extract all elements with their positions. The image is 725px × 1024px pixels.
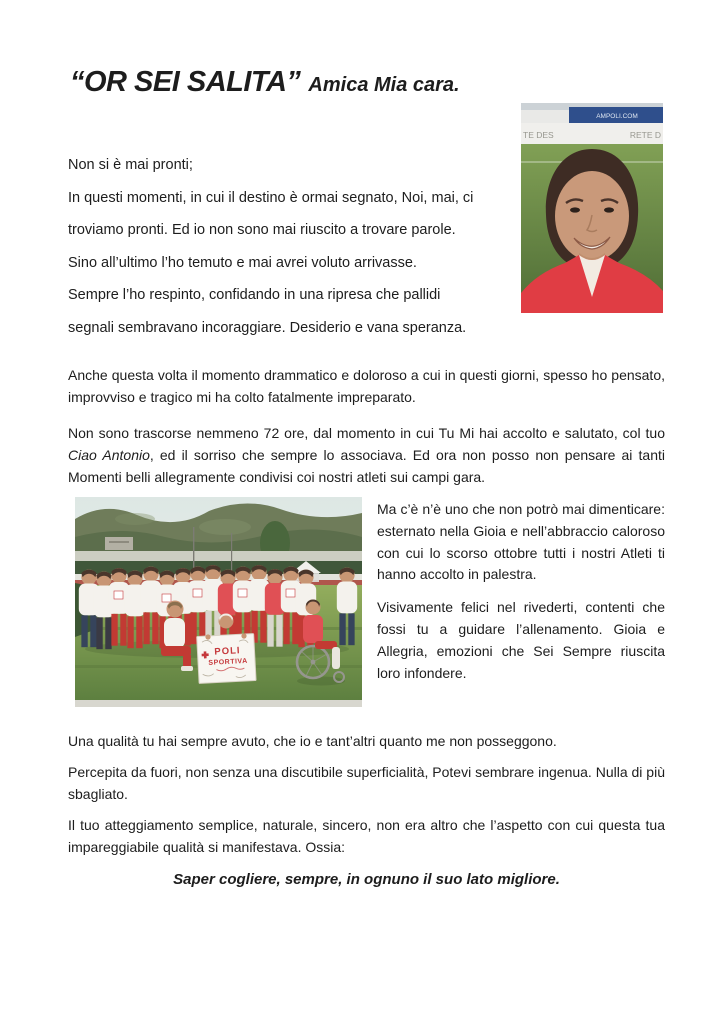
intro-line: segnali sembravano incoraggiare. Desiderio e vana speranza.: [68, 319, 467, 336]
intro-line: troviamo pronti. Ed io non sono mai riuscito a trovare parole.: [68, 222, 456, 238]
banner-top-text: AMPOLI.COM: [596, 113, 638, 120]
title-main: “OR SEI SALITA”: [70, 66, 301, 98]
intro-line: Sempre l’ho respinto, confidando in una ripresa che pallidi: [68, 287, 441, 303]
body-paragraph: Anche questa volta il momento drammatico e doloroso a cui in questi giorni, spesso ho pensato, improvviso e tragico mi ha colto fatalmente impreparato.: [68, 367, 665, 405]
italic-phrase: Ciao Antonio: [68, 447, 150, 463]
closing-paragraphs: [68, 730, 665, 900]
paragraph-text: Non sono trascorse nemmeno 72 ore, dal momento in cui Tu Mi hai accolto e salutato, col tuo: [68, 425, 665, 441]
intro-line: Non si è mai pronti;: [68, 157, 193, 173]
body-paragraphs: [68, 364, 665, 502]
portrait-photo: [521, 103, 663, 313]
intro-paragraphs: [68, 149, 520, 344]
banner-left-text: TE DES: [523, 130, 554, 140]
sign-text-line2: SPORTIVA: [208, 657, 248, 667]
side-paragraph: Ma c’è n’è uno che non potrò mai dimenticare: esternato nella Gioia e nell’abbraccio caloroso con cui lo scorso ottobre tutti i nostri Atleti ti hanno accolto in palestra.: [377, 501, 665, 583]
paragraph-text: , ed il sorriso che sempre lo associava. Ed ora non posso non pensare ai tanti Momenti belli allegramente condivisi coi nostri atleti sui campi gara.: [68, 447, 665, 485]
side-paragraph: Visivamente felici nel rivederti, contenti che fossi tu a guidare l’allenamento. Gioia e Allegria, emozioni che Sei Sempre riuscita loro infondere.: [377, 599, 665, 681]
side-paragraphs: [377, 499, 665, 695]
sign-text-line1: POLI: [214, 645, 241, 658]
body-paragraph: [68, 422, 665, 488]
sponsor-banners: [521, 103, 663, 144]
banner-right-text: RETE D: [629, 130, 661, 140]
closing-paragraph: Percepita da fuori, non senza una discutibile superficialità, Potevi sembrare ingenua. Nulla di più sbagliato.: [68, 764, 665, 802]
group-photo: [75, 497, 362, 707]
intro-line: Sino all’ultimo l’ho temuto e mai avrei voluto arrivasse.: [68, 254, 417, 271]
portrait-photo-illustration: [521, 103, 663, 313]
intro-line: In questi momenti, in cui il destino è ormai segnato, Noi, mai, ci: [68, 189, 474, 206]
closing-paragraph: Il tuo atteggiamento semplice, naturale, sincero, non era altro che l’aspetto con cui questa tua impareggiabile qualità si manifestava. Ossia:: [68, 817, 665, 855]
closing-paragraph: Una qualità tu hai sempre avuto, che io e tant’altri quanto me non posseggono.: [68, 733, 557, 749]
title-subtitle: Amica Mia cara.: [308, 74, 460, 96]
building: [105, 537, 133, 550]
page-title: [70, 66, 460, 99]
motto: Saper cogliere, sempre, in ognuno il suo lato migliore.: [173, 871, 560, 888]
group-photo-illustration: [75, 497, 362, 707]
